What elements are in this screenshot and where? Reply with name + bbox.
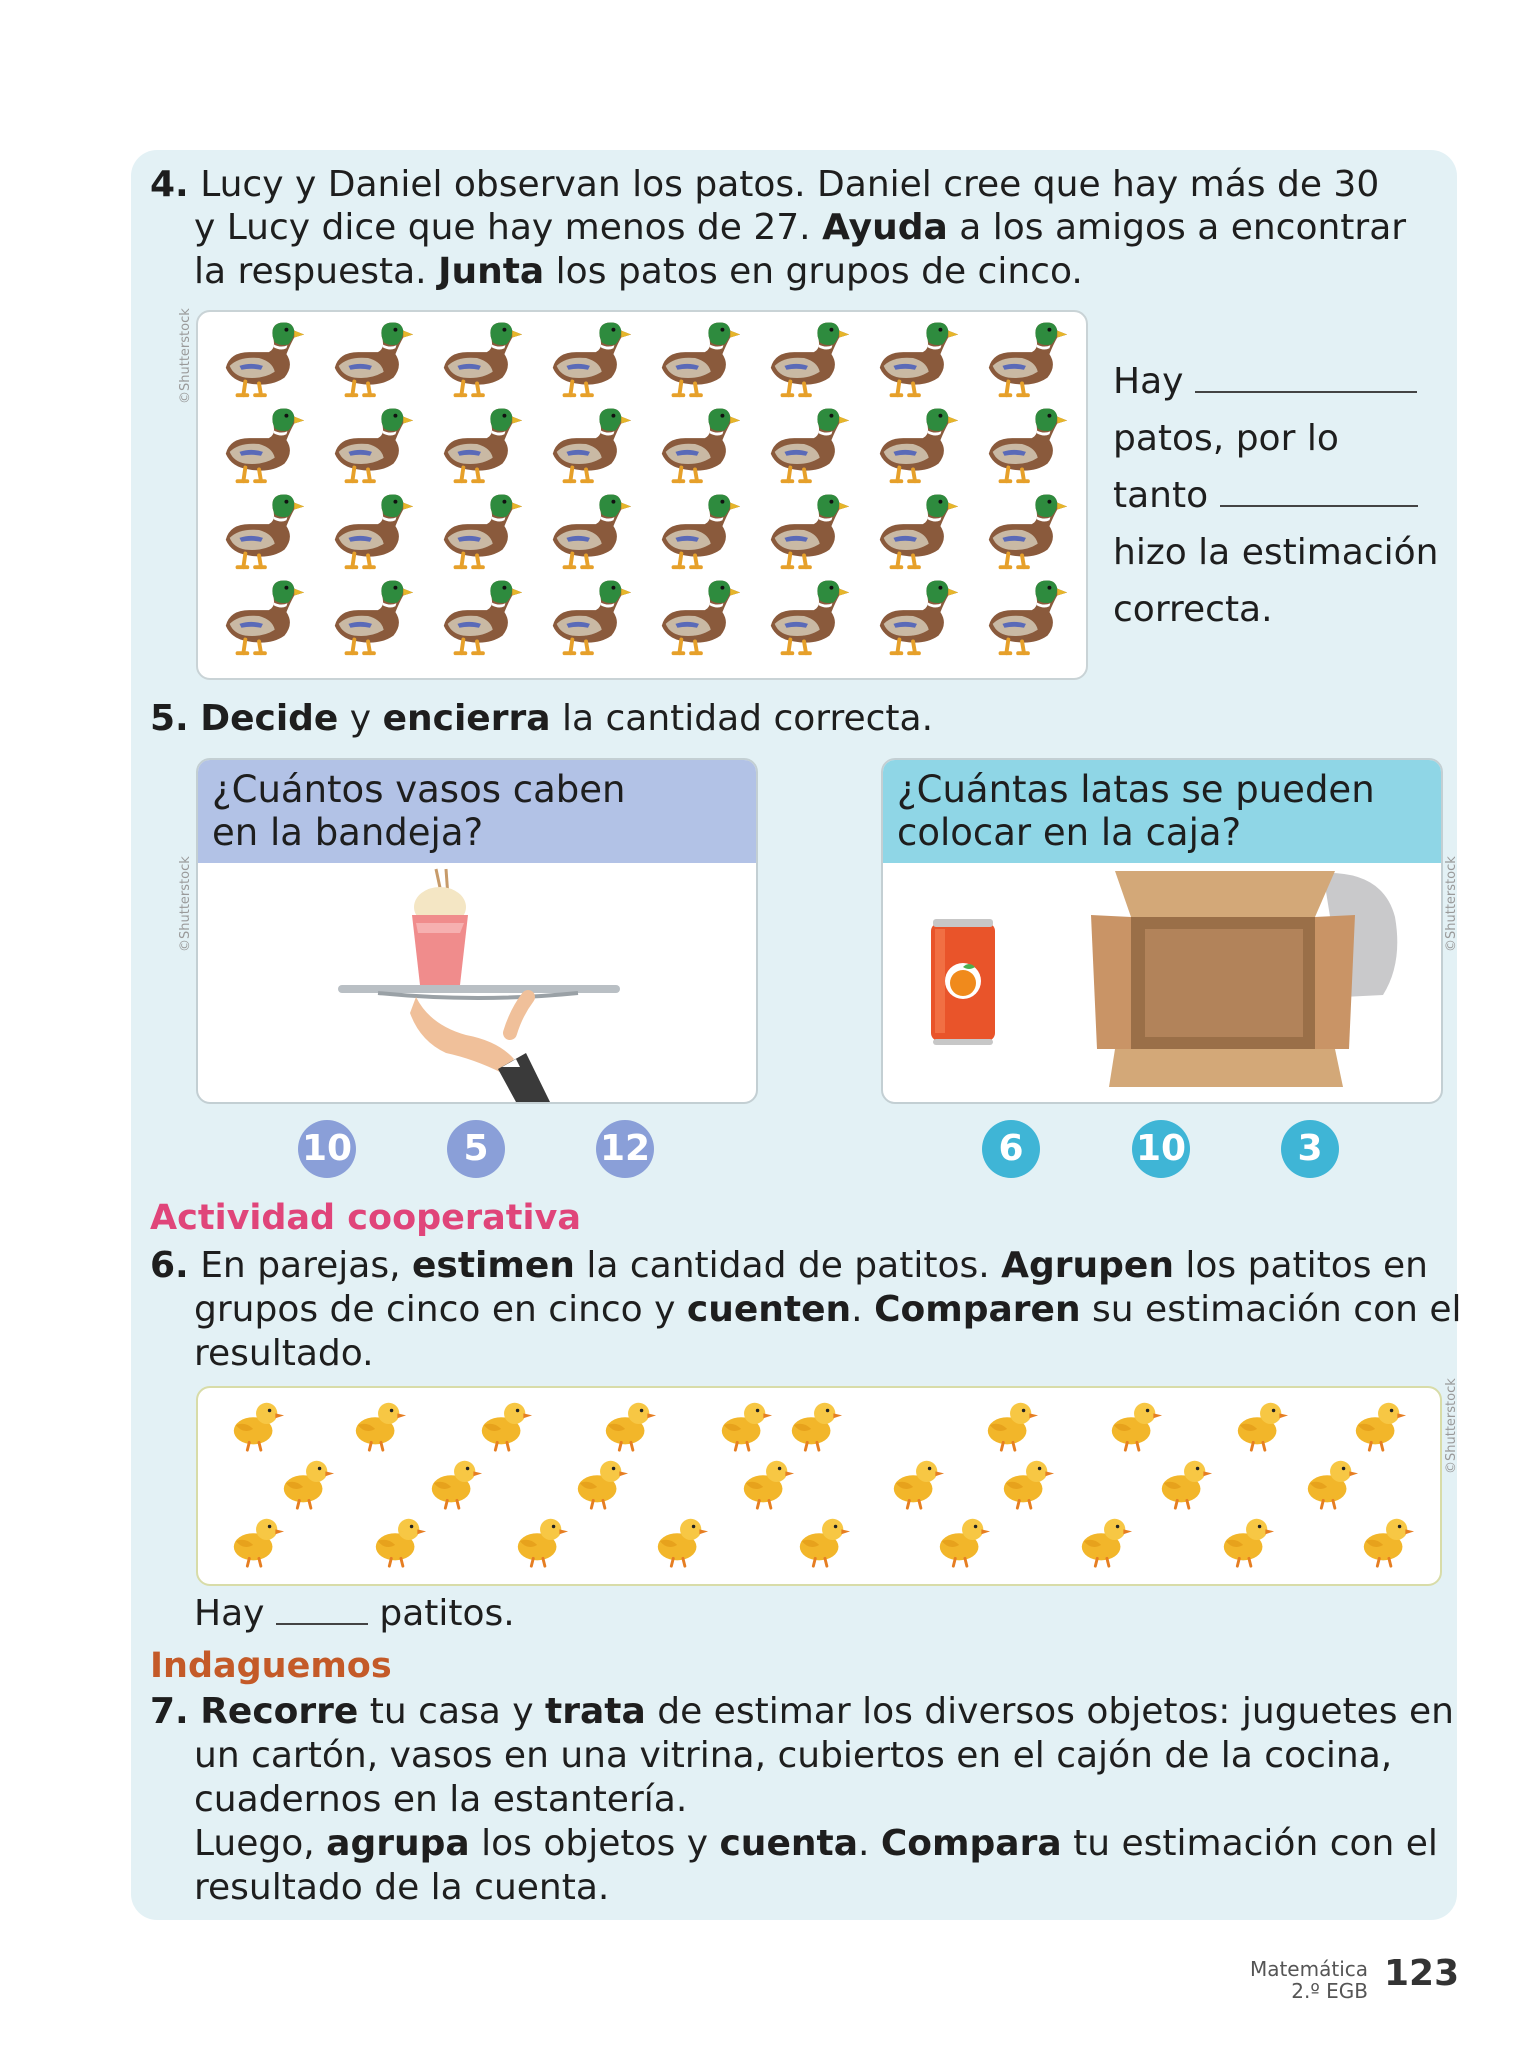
q7-l4-f: Compara xyxy=(880,1823,1062,1864)
q6-l2-e: su estimación con el xyxy=(1080,1289,1462,1330)
q4-side-3: tanto xyxy=(1113,475,1209,516)
duckling-image xyxy=(794,1512,852,1570)
q6-l1-a: En parejas, xyxy=(200,1245,412,1286)
ducks-image xyxy=(196,310,1088,680)
duckling-image xyxy=(652,1512,710,1570)
q4-text-line1: Lucy y Daniel observan los patos. Daniel cree que hay más de 30 xyxy=(200,164,1380,205)
credit-q5-left: ©Shutterstock xyxy=(178,856,193,952)
page-number: 123 xyxy=(1384,1953,1460,1994)
duckling-image xyxy=(998,1454,1056,1512)
duck-image xyxy=(870,404,960,486)
q6-l2-d: Comparen xyxy=(874,1289,1081,1330)
card-cans-header xyxy=(883,760,1441,863)
q7-l4-c: los objetos y xyxy=(469,1823,720,1864)
q6-line2 xyxy=(194,1288,1462,1332)
q4-line3-a: la respuesta. xyxy=(194,251,439,292)
duck-image xyxy=(216,404,306,486)
q4-line2-c: a los amigos a encontrar xyxy=(947,207,1407,248)
option-circle[interactable]: 12 xyxy=(596,1120,654,1178)
duck-image xyxy=(652,404,742,486)
q4-line1 xyxy=(150,163,1379,207)
card-glasses-header xyxy=(198,760,756,863)
duck-image xyxy=(325,490,415,572)
q6-blank-count[interactable] xyxy=(276,1593,368,1625)
q6-l1-d: Agrupen xyxy=(1001,1245,1174,1286)
footer-grade: 2.º EGB xyxy=(1291,1979,1368,2003)
option-circle[interactable]: 10 xyxy=(1132,1120,1190,1178)
q7-l4-e: . xyxy=(857,1823,881,1864)
card-glasses-line1: ¿Cuántos vasos caben xyxy=(212,768,626,811)
card-glasses xyxy=(196,758,758,1104)
duck-image xyxy=(434,576,524,658)
q7-l1-b: tu casa y xyxy=(358,1691,546,1732)
duck-image xyxy=(761,318,851,400)
q5-line xyxy=(150,697,933,741)
q4-side-text xyxy=(1113,353,1438,638)
q6-l1-e: los patitos en xyxy=(1173,1245,1428,1286)
card-cans xyxy=(881,758,1443,1104)
duckling-image xyxy=(716,1396,774,1454)
duck-image xyxy=(761,576,851,658)
q7-number: 7. xyxy=(150,1691,189,1732)
duck-image xyxy=(979,490,1069,572)
q7-line5: resultado de la cuenta. xyxy=(194,1867,610,1908)
q4-side-2: patos, por lo xyxy=(1113,418,1339,459)
q6-line1 xyxy=(150,1244,1428,1288)
q7-line2: un cartón, vasos en una vitrina, cubiertos en el cajón de la cocina, xyxy=(194,1735,1393,1776)
duck-image xyxy=(761,490,851,572)
option-circle[interactable]: 10 xyxy=(298,1120,356,1178)
q4-line2-b: Ayuda xyxy=(822,207,948,248)
duckling-image xyxy=(228,1512,286,1570)
q4-number: 4. xyxy=(150,164,189,205)
box-illustration xyxy=(883,863,1441,1102)
duckling-image xyxy=(982,1396,1040,1454)
q7-l1-a: Recorre xyxy=(200,1691,359,1732)
card-cans-line1: ¿Cuántas latas se pueden xyxy=(897,768,1375,811)
option-circle[interactable]: 3 xyxy=(1281,1120,1339,1178)
duck-image xyxy=(216,576,306,658)
q5-text-c: encierra xyxy=(382,698,551,739)
q4-side-1: Hay xyxy=(1113,361,1184,402)
duck-image xyxy=(979,404,1069,486)
q7-l1-c: trata xyxy=(545,1691,646,1732)
q6-answer-a: Hay xyxy=(194,1593,265,1634)
duckling-image xyxy=(1358,1512,1416,1570)
duckling-image xyxy=(426,1454,484,1512)
duck-image xyxy=(434,404,524,486)
option-circle[interactable]: 6 xyxy=(982,1120,1040,1178)
q6-l1-c: la cantidad de patitos. xyxy=(574,1245,1002,1286)
duck-image xyxy=(434,318,524,400)
q6-l1-b: estimen xyxy=(411,1245,575,1286)
q4-side-4: hizo la estimación xyxy=(1113,532,1439,573)
duckling-image xyxy=(934,1512,992,1570)
q7-l4-g: tu estimación con el xyxy=(1061,1823,1438,1864)
q4-line3-c: los patos en grupos de cinco. xyxy=(544,251,1083,292)
duckling-image xyxy=(1106,1396,1164,1454)
duck-image xyxy=(652,318,742,400)
duckling-image xyxy=(1076,1512,1134,1570)
q6-number: 6. xyxy=(150,1245,189,1286)
footer-label xyxy=(1200,1958,1368,2002)
q4-line3 xyxy=(194,250,1083,294)
duckling-image xyxy=(476,1396,534,1454)
duckling-image xyxy=(512,1512,570,1570)
duckling-image xyxy=(228,1396,286,1454)
q4-blank-name[interactable] xyxy=(1220,475,1418,507)
q7-l4-a: Luego, xyxy=(194,1823,327,1864)
q6-answer-b: patitos. xyxy=(379,1593,515,1634)
credit-q6: ©Shutterstock xyxy=(1444,1378,1459,1474)
q6-line3: resultado. xyxy=(194,1333,374,1374)
duck-image xyxy=(870,490,960,572)
card-glasses-line2: en la bandeja? xyxy=(212,811,484,854)
option-circle[interactable]: 5 xyxy=(447,1120,505,1178)
q6-l2-a: grupos de cinco en cinco y xyxy=(194,1289,687,1330)
duckling-image xyxy=(888,1454,946,1512)
q4-side-5: correcta. xyxy=(1113,589,1273,630)
q5-number: 5. xyxy=(150,698,189,739)
q7-line1 xyxy=(150,1690,1454,1734)
ducklings-image xyxy=(196,1386,1442,1586)
duck-image xyxy=(543,404,633,486)
section-investigate: Indaguemos xyxy=(150,1646,392,1686)
duck-image xyxy=(870,576,960,658)
q4-line3-b: Junta xyxy=(438,251,545,292)
duck-image xyxy=(325,404,415,486)
q4-blank-count[interactable] xyxy=(1195,361,1417,393)
tray-illustration xyxy=(198,863,756,1102)
duckling-image xyxy=(1350,1396,1408,1454)
duck-image xyxy=(216,318,306,400)
credit-q4: ©Shutterstock xyxy=(178,308,193,404)
duck-image xyxy=(325,576,415,658)
duck-image xyxy=(216,490,306,572)
q7-line3: cuadernos en la estantería. xyxy=(194,1779,688,1820)
duckling-image xyxy=(1218,1512,1276,1570)
duckling-image xyxy=(1232,1396,1290,1454)
q7-l1-d: de estimar los diversos objetos: juguetes en xyxy=(645,1691,1454,1732)
q4-line2 xyxy=(194,206,1406,250)
duck-image xyxy=(979,318,1069,400)
duck-image xyxy=(325,318,415,400)
duckling-image xyxy=(786,1396,844,1454)
q6-l2-b: cuenten xyxy=(686,1289,852,1330)
q5-text-a: Decide xyxy=(200,698,339,739)
q4-line2-a: y Lucy dice que hay menos de 27. xyxy=(194,207,823,248)
duck-image xyxy=(870,318,960,400)
duck-image xyxy=(543,490,633,572)
duckling-image xyxy=(370,1512,428,1570)
duckling-image xyxy=(1156,1454,1214,1512)
section-cooperative: Actividad cooperativa xyxy=(150,1198,581,1238)
duck-image xyxy=(543,576,633,658)
duck-image xyxy=(652,490,742,572)
q6-l2-c: . xyxy=(851,1289,875,1330)
duckling-image xyxy=(1302,1454,1360,1512)
duck-image xyxy=(652,576,742,658)
duckling-image xyxy=(572,1454,630,1512)
duck-image xyxy=(434,490,524,572)
q6-answer xyxy=(194,1592,515,1636)
card-cans-line2: colocar en la caja? xyxy=(897,811,1242,854)
q7-line4 xyxy=(194,1822,1438,1866)
q5-text-d: la cantidad correcta. xyxy=(550,698,934,739)
footer-subject: Matemática xyxy=(1249,1957,1368,1981)
duck-image xyxy=(979,576,1069,658)
duckling-image xyxy=(738,1454,796,1512)
q5-text-b: y xyxy=(338,698,383,739)
q7-l4-d: cuenta xyxy=(719,1823,858,1864)
credit-q5-right: ©Shutterstock xyxy=(1444,856,1459,952)
duck-image xyxy=(543,318,633,400)
duckling-image xyxy=(350,1396,408,1454)
duckling-image xyxy=(600,1396,658,1454)
duckling-image xyxy=(278,1454,336,1512)
q7-l4-b: agrupa xyxy=(326,1823,470,1864)
duck-image xyxy=(761,404,851,486)
